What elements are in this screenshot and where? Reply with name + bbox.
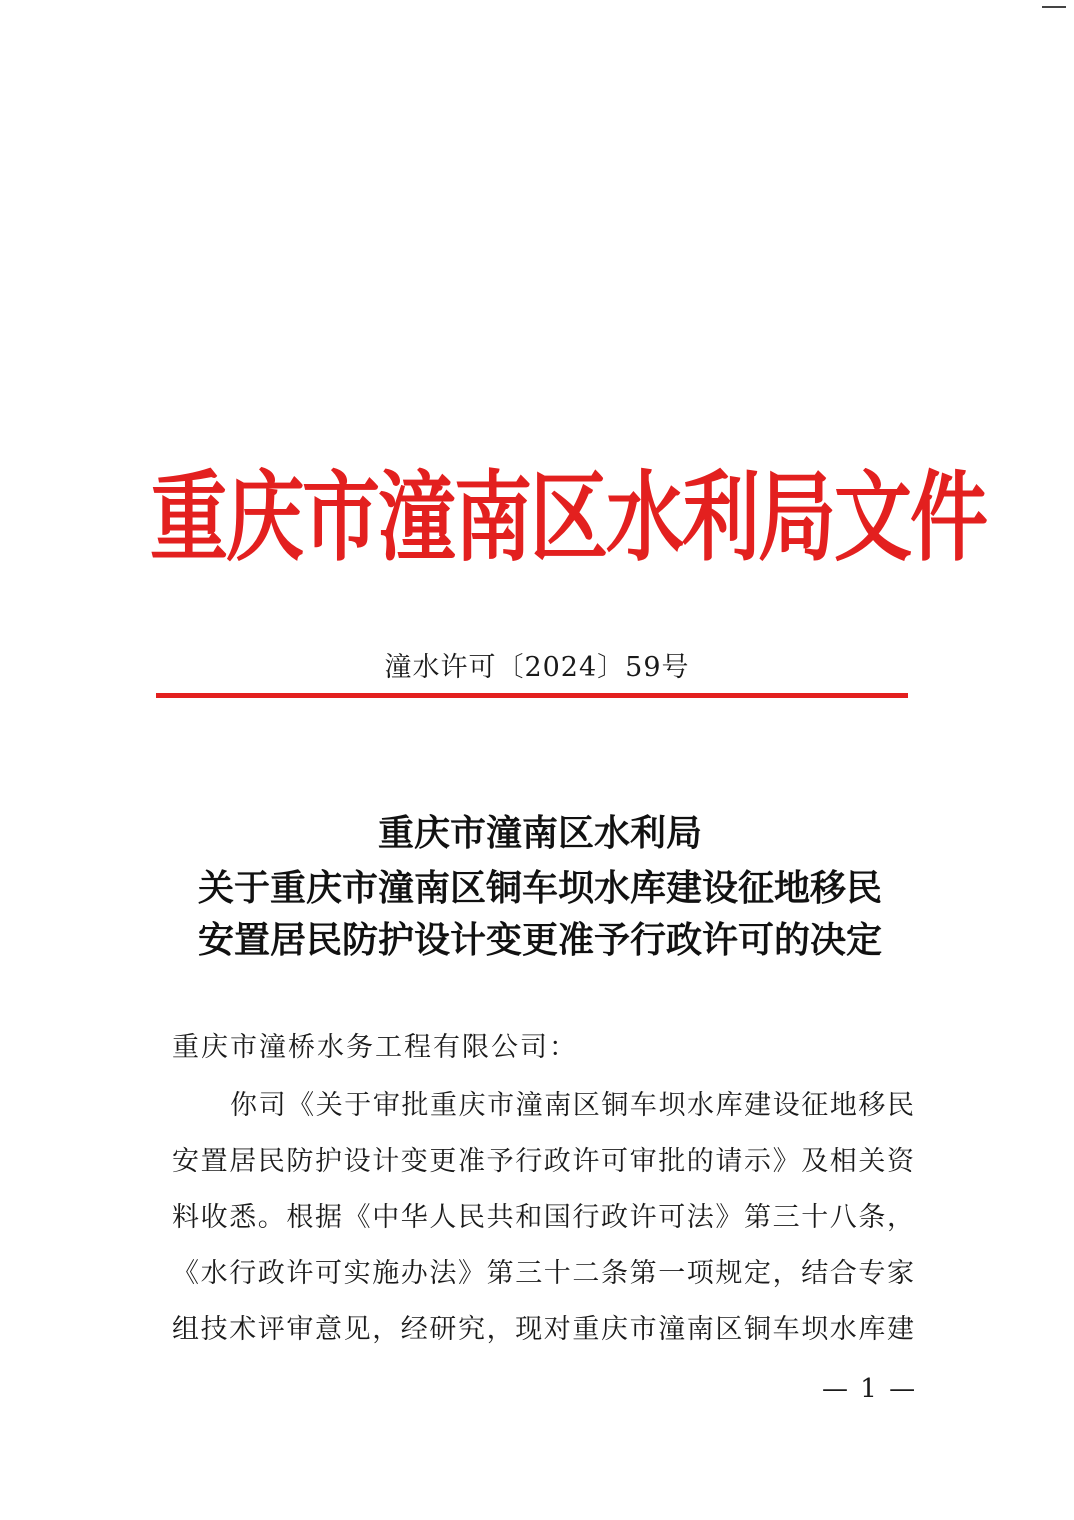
document-title-line-1: 重庆市潼南区水利局 <box>377 812 702 854</box>
document-number: 潼水许可〔2024〕59号 <box>384 652 690 683</box>
agency-document-title: 重庆市潼南区水利局文件 <box>150 462 987 575</box>
document-title-line-2: 关于重庆市潼南区铜车坝水库建设征地移民 <box>197 867 882 909</box>
body-text-line: 《水行政许可实施办法》第三十二条第一项规定，结合专家 <box>172 1258 914 1289</box>
body-text-line: 安置居民防护设计变更准予行政许可审批的请示》及相关资 <box>172 1146 914 1177</box>
body-text-line: 你司《关于审批重庆市潼南区铜车坝水库建设征地移民 <box>230 1090 914 1121</box>
body-text-line: 料收悉。根据《中华人民共和国行政许可法》第三十八条， <box>172 1202 914 1233</box>
red-divider-line <box>156 693 908 698</box>
document-title-line-3: 安置居民防护设计变更准予行政许可的决定 <box>197 919 882 961</box>
body-text-line: 组技术评审意见，经研究，现对重庆市潼南区铜车坝水库建 <box>172 1314 914 1345</box>
salutation: 重庆市潼桥水务工程有限公司： <box>172 1032 578 1063</box>
page-number: — 1 — <box>822 1374 918 1404</box>
scan-corner-mark <box>1042 6 1066 8</box>
